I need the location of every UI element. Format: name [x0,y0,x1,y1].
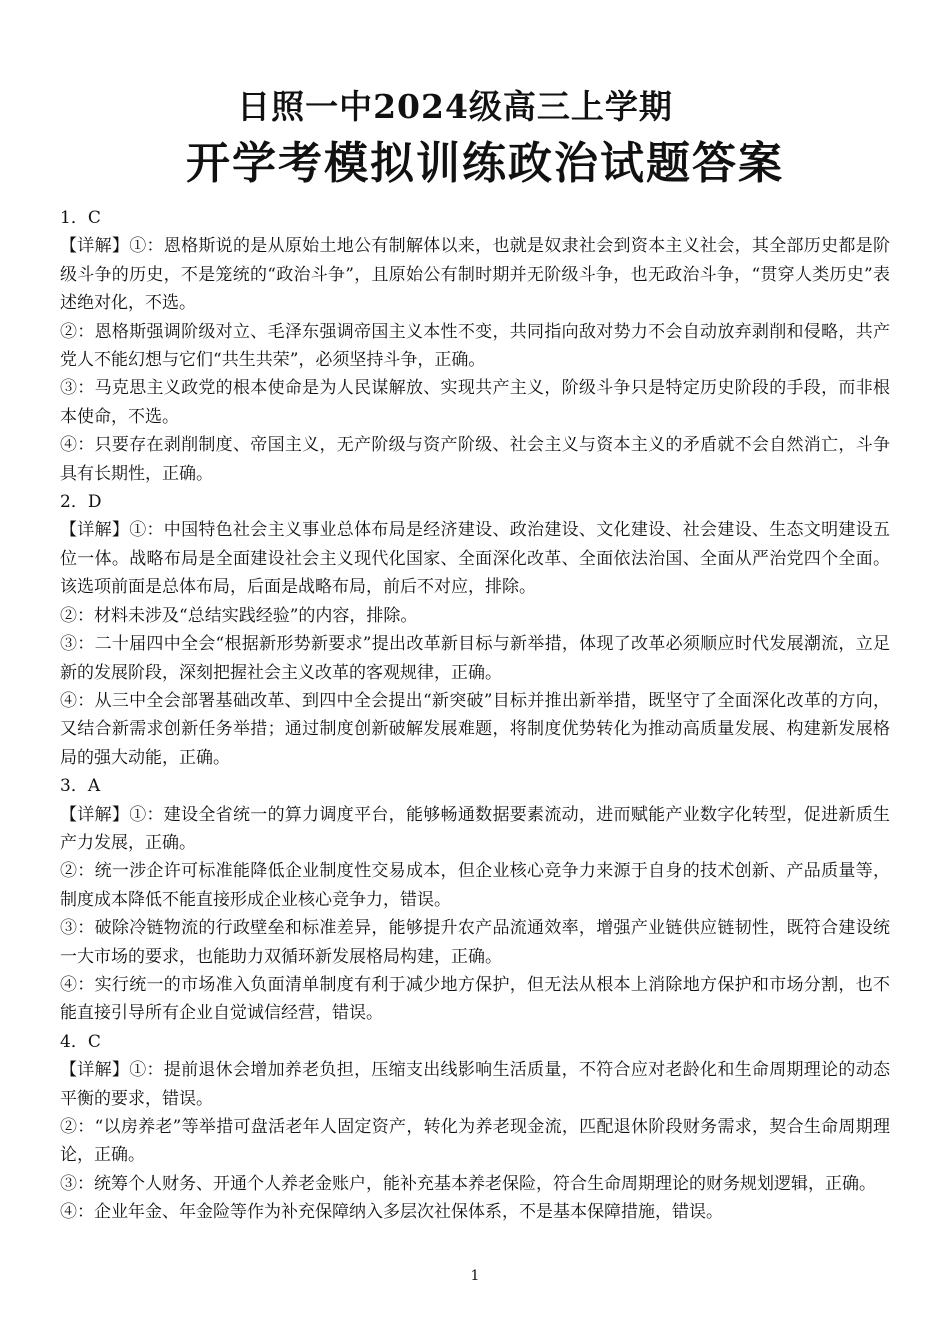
question-block [60,488,890,772]
explanation-paragraph: ③：马克思主义政党的根本使命是为人民谋解放、实现共产主义，阶级斗争只是特定历史阶段的手段，而非根本使命，不选。 [60,378,890,427]
question-block [60,1028,890,1227]
answer-sheet-page [60,82,890,1227]
explanation-paragraph: ④：只要存在剥削制度、帝国主义，无产阶级与资产阶级、社会主义与资本主义的矛盾就不会自然消亡，斗争具有长期性，正确。 [60,435,890,484]
page-number: 1 [470,1268,480,1284]
question-number: 4．C [60,1031,101,1052]
explanation-paragraph: 【详解】①：建设全省统一的算力调度平台，能够畅通数据要素流动，进而赋能产业数字化转型，促进新质生产力发展，正确。 [60,804,890,853]
question-block [60,772,890,1028]
explanation-paragraph: ④：企业年金、年金险等作为补充保障纳入多层次社保体系，不是基本保障措施，错误。 [60,1202,723,1223]
question-number: 3．A [60,776,101,797]
explanation-paragraph: ④：实行统一的市场准入负面清单制度有利于减少地方保护，但无法从根本上消除地方保护和市场分割，也不能直接引导所有企业自觉诚信经营，错误。 [60,974,890,1024]
explanation-paragraph: 【详解】①：提前退休会增加养老负担，压缩支出线影响生活质量，不符合应对老龄化和生命周期理论的动态平衡的要求，错误。 [60,1060,890,1109]
question-number: 1．C [60,208,101,228]
document-title-line1: 日照一中2024级高三上学期 [237,87,673,126]
document-title-line2: 开学考模拟训练政治试题答案 [186,138,784,189]
explanation-paragraph: ②：恩格斯强调阶级对立、毛泽东强调帝国主义本性不变，共同指向敌对势力不会自动放弃剥削和侵略，共产党人不能幻想与它们“共生共荣”，必须坚持斗争，正确。 [60,321,890,371]
explanation-paragraph: ②：材料未涉及“总结实践经验”的内容，排除。 [60,605,418,626]
explanation-paragraph: ③：统筹个人财务、开通个人养老金账户，能补充基本养老保险，符合生命周期理论的财务规划逻辑，正确。 [60,1173,876,1194]
answer-content [60,204,890,1227]
explanation-paragraph: ③：二十届四中全会“根据新形势新要求”提出改革新目标与新举措，体现了改革必须顺应时代发展潮流，立足新的发展阶段，深刻把握社会主义改革的客观规律，正确。 [60,634,890,683]
explanation-paragraph: ④：从三中全会部署基础改革、到四中全会提出“新突破”目标并推出新举措，既坚守了全面深化改革的方向，又结合新需求创新任务举措；通过制度创新破解发展难题，将制度优势转化为推动高质量发展、构建新发展格局的强大动能，正确。 [60,690,890,768]
explanation-paragraph: 【详解】①：中国特色社会主义事业总体布局是经济建设、政治建设、文化建设、社会建设、生态文明建设五位一体。战略布局是全面建设社会主义现代化国家、全面深化改革、全面依法治国、全面从严治党四个全面。该选项前面是总体布局，后面是战略布局，前后不对应，排除。 [60,520,890,598]
explanation-paragraph: ③：破除冷链物流的行政壁垒和标准差异，能够提升农产品流通效率，增强产业链供应链韧性，既符合建设统一大市场的要求，也能助力双循环新发展格局构建，正确。 [60,918,890,967]
question-block [60,204,890,488]
question-number: 2．D [60,492,102,513]
explanation-paragraph: ②：“以房养老”等举措可盘活老年人固定资产，转化为养老现金流，匹配退休阶段财务需求，契合生命周期理论，正确。 [60,1117,890,1166]
explanation-paragraph: 【详解】①：恩格斯说的是从原始土地公有制解体以来，也就是奴隶社会到资本主义社会，其全部历史都是阶级斗争的历史，不是笼统的“政治斗争”，且原始公有制时期并无阶级斗争，也无政治斗争，“贯穿人类历史”表述绝对化，不选。 [60,236,890,314]
explanation-paragraph: ②：统一涉企许可标准能降低企业制度性交易成本，但企业核心竞争力来源于自身的技术创新、产品质量等，制度成本降低不能直接形成企业核心竞争力，错误。 [60,861,890,910]
